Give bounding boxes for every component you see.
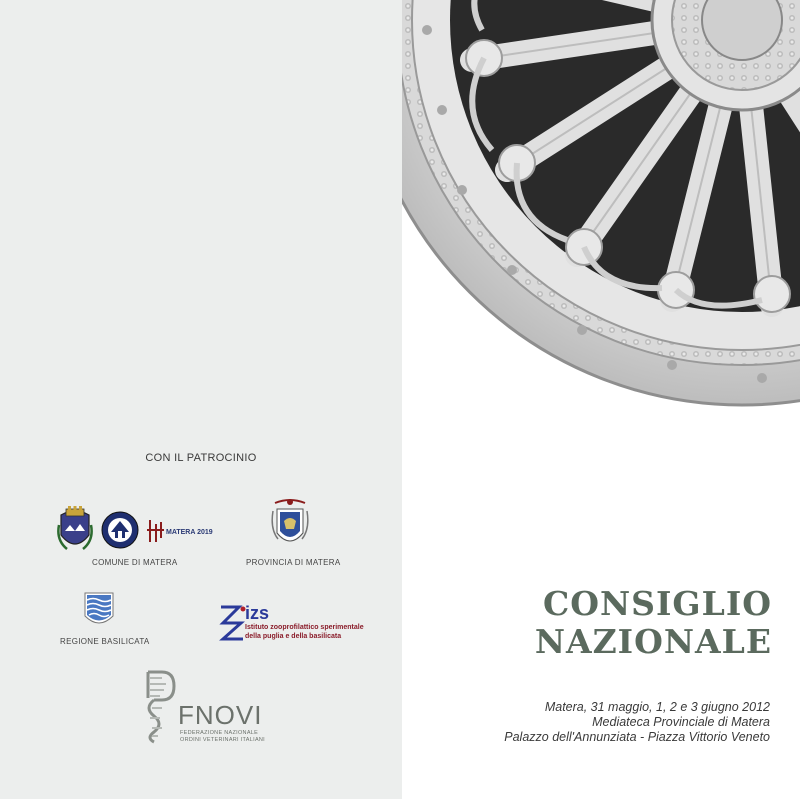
event-date: Matera, 31 maggio, 1, 2 e 3 giugno 2012: [544, 700, 770, 714]
regione-label: REGIONE BASILICATA: [60, 637, 150, 646]
matera-2019-text: MATERA 2019: [166, 529, 213, 536]
event-venue: Mediateca Provinciale di Matera: [592, 715, 770, 729]
fnovi-line1: FEDERAZIONE NAZIONALE: [180, 730, 259, 736]
comune-crest-icon: [55, 505, 95, 555]
rose-window-icon: [402, 0, 800, 410]
provincia-crest-icon: [270, 497, 310, 552]
title-line-1: CONSIGLIO: [542, 584, 772, 623]
fnovi-name: FNOVI: [178, 700, 263, 730]
provincia-label: PROVINCIA DI MATERA: [246, 558, 341, 567]
main-title: [535, 585, 772, 661]
unesco-heritage-icon: [100, 510, 140, 550]
right-panel: [402, 0, 800, 799]
event-info: [504, 700, 770, 745]
patronage-title: CON IL PATROCINIO: [145, 452, 257, 464]
izs-short: izs: [245, 603, 270, 623]
fnovi-icon: [140, 668, 176, 744]
izs-icon: [217, 603, 247, 643]
fnovi-line2: ORDINI VETERINARI ITALIANI: [180, 737, 266, 743]
regione-crest-icon: [82, 590, 116, 630]
izs-line2: della puglia e della basilicata: [245, 633, 342, 640]
comune-label: COMUNE DI MATERA: [92, 558, 178, 567]
matera-2019-icon: [146, 518, 166, 544]
rose-window-image: [402, 0, 800, 410]
title-line-2: NAZIONALE: [534, 622, 772, 661]
event-address: Palazzo dell'Annunziata - Piazza Vittorio Veneto: [504, 730, 770, 744]
izs-line1: Istituto zooprofilattico sperimentale: [245, 624, 364, 631]
